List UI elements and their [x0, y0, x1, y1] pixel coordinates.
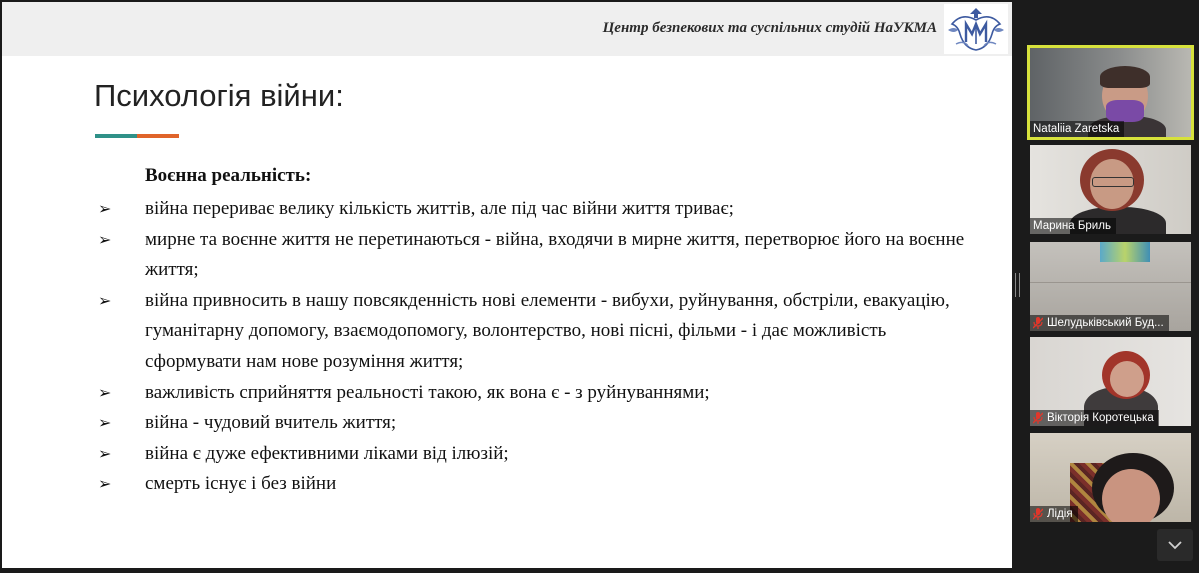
bullet-item: [98, 194, 978, 225]
mic-off-icon: [1033, 508, 1043, 520]
video-tile-viktoriia-korotetska[interactable]: [1030, 337, 1191, 426]
bullet-text: війна перериває велику кількість життів, але під час війни життя триває;: [145, 198, 734, 219]
participant-name: Nataliia Zaretska: [1033, 123, 1120, 135]
arrow-bullet-icon: ➢: [98, 199, 112, 218]
slide-title: Психологія війни:: [94, 78, 344, 113]
bullet-item: [98, 378, 978, 409]
participant-name-tag: [1030, 410, 1159, 426]
arrow-bullet-icon: ➢: [98, 229, 112, 249]
panel-resize-handle[interactable]: [1015, 273, 1020, 297]
mic-off-icon: [1033, 412, 1043, 424]
bullet-text: війна привносить в нашу повсякденність нові елементи - вибухи, руйнування, обстріли, евакуацію, гуманітарну допомогу, взаємодопомогу, волонтерство, нові пісні, фільми - і дає можливість сформувати нам нове розуміння життя;: [145, 289, 950, 372]
participant-name: Шелудьківський Буд...: [1047, 317, 1164, 329]
participant-name-tag: [1030, 218, 1116, 234]
slide-header-text: Центр безпекових та суспільних студій НаУКМА: [602, 20, 937, 36]
naukma-logo: [944, 4, 1008, 54]
arrow-bullet-icon: ➢: [98, 290, 112, 310]
shared-screen: [2, 2, 1012, 568]
arrow-bullet-icon: ➢: [98, 474, 112, 494]
video-tile-maryna-bryl[interactable]: [1030, 145, 1191, 234]
participant-name: Марина Бриль: [1033, 220, 1111, 232]
title-accent-teal: [95, 134, 137, 138]
participant-face: [1110, 361, 1144, 397]
participant-name-tag: [1030, 121, 1124, 137]
bullet-text: мирне та воєнне життя не перетинаються - війна, входячи в мирне життя, перетворює його на воєнне життя;: [145, 228, 965, 281]
bullet-text: війна - чудовий вчитель життя;: [145, 412, 397, 434]
bullet-item: [98, 225, 978, 286]
slide-subheading: Воєнна реальність:: [145, 165, 312, 186]
video-tile-lidiia[interactable]: [1030, 433, 1191, 522]
participant-name-tag: [1030, 506, 1078, 522]
participant-name: Вікторія Коротецька: [1047, 412, 1154, 424]
bullet-list: [98, 194, 978, 500]
mic-off-icon: [1033, 317, 1043, 329]
video-tile-nataliia-zaretska[interactable]: [1030, 48, 1191, 137]
arrow-bullet-icon: ➢: [98, 413, 112, 433]
participant-hair: [1100, 66, 1150, 88]
participant-name-tag: [1030, 315, 1169, 331]
collapse-panel-button[interactable]: [1157, 529, 1193, 561]
arrow-bullet-icon: ➢: [98, 382, 112, 402]
wall-painting: [1100, 242, 1150, 262]
wall-line: [1030, 282, 1191, 283]
bullet-text: важливість сприйняття реальності такою, як вона є - з руйнуваннями;: [145, 381, 710, 403]
bullet-item: [98, 439, 978, 470]
bullet-item: [98, 286, 978, 378]
title-accent-orange: [137, 134, 179, 138]
participant-name: Лідія: [1047, 508, 1073, 520]
glasses: [1092, 177, 1134, 187]
bullet-item: [98, 408, 978, 439]
arrow-bullet-icon: ➢: [98, 443, 112, 463]
slide-header: [2, 2, 1012, 56]
chevron-down-icon: [1168, 540, 1182, 550]
bullet-text: війна є дуже ефективними ліками від ілюзій;: [145, 442, 509, 464]
face-mask: [1106, 100, 1144, 122]
bullet-text: смерть існує і без війни: [145, 473, 337, 495]
bullet-item: [98, 469, 978, 500]
participant-face: [1102, 469, 1160, 522]
video-tile-sheludkivskyi[interactable]: [1030, 242, 1191, 331]
